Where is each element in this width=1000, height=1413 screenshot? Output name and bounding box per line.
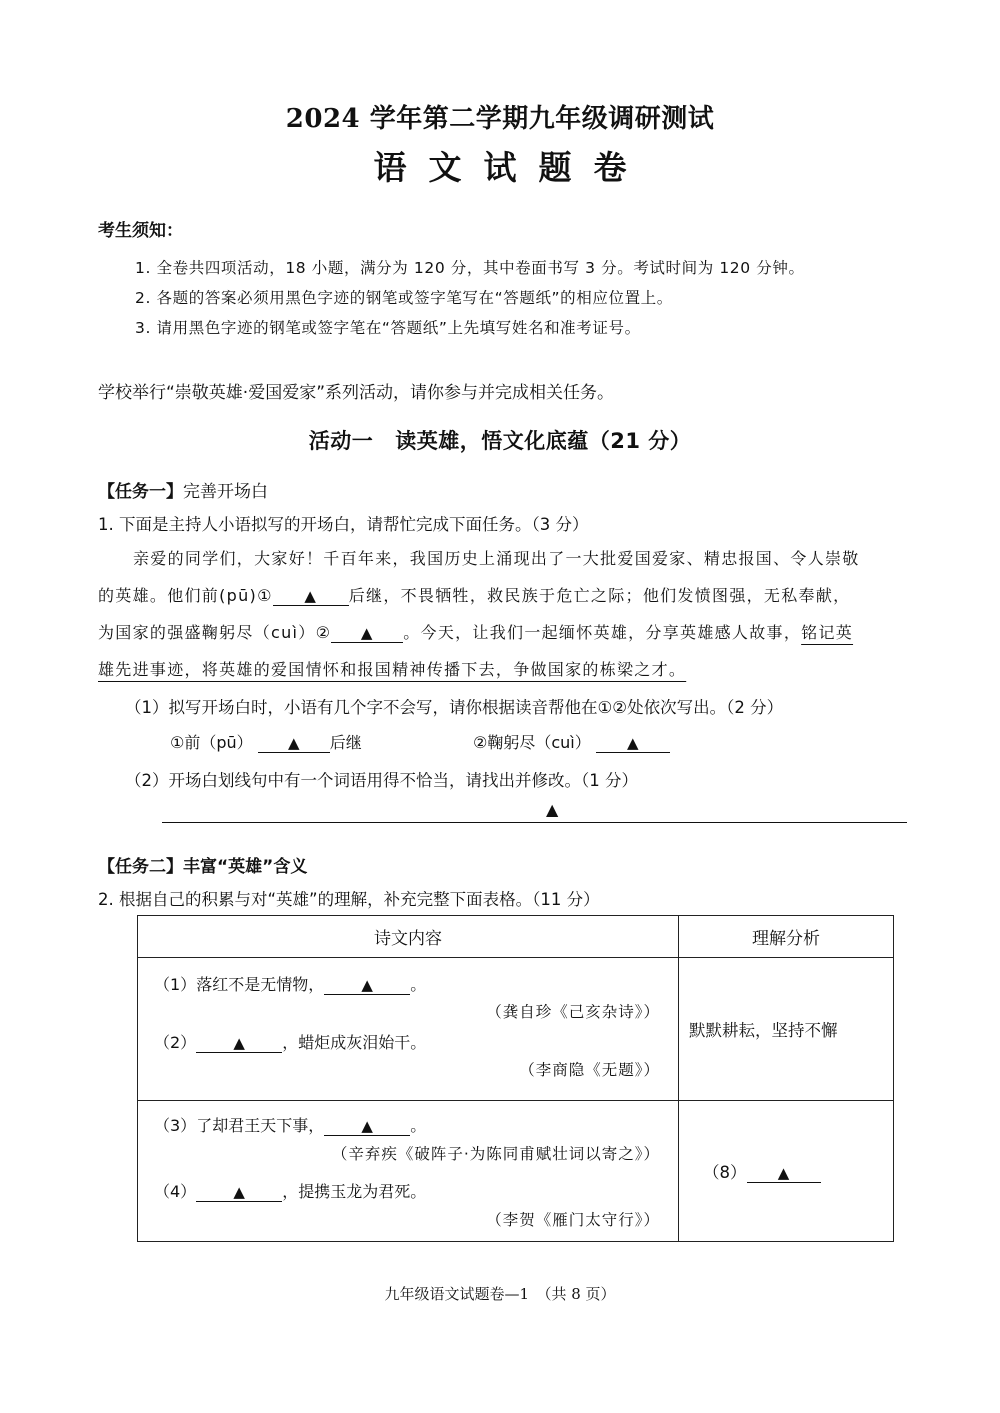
subquestion-1-item-1 [170, 730, 362, 753]
underlined-sentence: 雄先进事迹，将英雄的爱国情怀和报国精神传播下去，争做国家的栋梁之才。 [98, 660, 687, 679]
answer-blank[interactable] [324, 1117, 410, 1136]
intro-text: 学校举行“崇敬英雄·爱国爱家”系列活动，请你参与并完成相关任务。 [98, 383, 615, 403]
poem-source: （李商隐《无题》） [519, 1061, 660, 1079]
poem-line [154, 1113, 426, 1136]
passage-line [98, 577, 908, 614]
subquestion-1: （1）拟写开场白时，小语有几个字不会写，请你根据读音帮他在①②处依次写出。（2 分） [125, 698, 784, 717]
item-prefix: ①前（pū） [170, 733, 253, 752]
poem-line [154, 1030, 426, 1053]
notice-item: 1. 全卷共四项活动，18 小题，满分为 120 分，其中卷面书写 3 分。考试时间为 120 分钟。 [135, 259, 805, 277]
line-text: 落红不是无情物， [196, 975, 325, 994]
blank-triangle-icon: ▲ [233, 1034, 245, 1052]
task2-bracket: 【任务二】 [98, 857, 183, 877]
answer-blank[interactable] [747, 1164, 821, 1183]
answer-line[interactable] [162, 822, 907, 823]
table-header: 诗文内容 [138, 916, 679, 958]
analysis-cell: 默默耕耘，坚持不懈 [679, 958, 894, 1101]
poem-line [154, 1179, 426, 1202]
activity-heading [0, 425, 1000, 455]
poem-table [137, 915, 894, 1242]
blank-triangle-icon: ▲ [287, 734, 300, 752]
table-header-row [138, 916, 894, 958]
notice-heading: 考生须知： [98, 221, 183, 241]
poem-cell [138, 1101, 679, 1242]
task1-title: 完善开场白 [183, 482, 268, 502]
blank-triangle-icon: ▲ [627, 734, 639, 752]
table-row [138, 1101, 894, 1242]
question-1: 1. 下面是主持人小语拟写的开场白，请帮忙完成下面任务。（3 分） [98, 515, 589, 534]
answer-blank[interactable] [196, 1183, 282, 1202]
blank-triangle-icon: ▲ [361, 976, 373, 994]
task1-heading [98, 477, 268, 502]
task2-heading [98, 852, 307, 877]
answer-blank-2[interactable] [331, 624, 403, 643]
notice-item: 2. 各题的答案必须用黑色字迹的钢笔或签字笔写在“答题纸”的相应位置上。 [135, 289, 673, 307]
subquestion-2: （2）开场白划线句中有一个词语用得不恰当，请找出并修改。（1 分） [125, 771, 638, 790]
blank-triangle-icon: ▲ [304, 587, 318, 605]
line-number: （2） [154, 1033, 197, 1052]
passage-line [98, 651, 908, 688]
answer-blank[interactable] [196, 1034, 282, 1053]
answer-blank[interactable] [324, 976, 410, 995]
passage-text: 后继，不畏牺牲，救民族于危亡之际；他们发愤图强，无私奉献， [348, 586, 851, 605]
table-row [138, 958, 894, 1101]
exam-title: 2024 学年第二学期九年级调研测试 [285, 104, 715, 134]
line-number: （4） [154, 1182, 197, 1201]
task2-title: 丰富“英雄”含义 [183, 857, 308, 877]
line-number: （3） [154, 1116, 197, 1135]
passage-text: 为国家的强盛鞠躬尽（cuì）② [98, 623, 332, 642]
exam-subtitle: 语文试题卷 [373, 148, 649, 187]
item-suffix: 后继 [329, 733, 362, 752]
line-text: 。 [410, 975, 427, 994]
analysis-cell [679, 1101, 894, 1242]
line-text: ，提携玉龙为君死。 [282, 1182, 427, 1201]
subquestion-1-item-2 [473, 730, 670, 753]
task1-bracket: 【任务一】 [98, 482, 183, 502]
notice-item: 3. 请用黑色字迹的钢笔或签字笔在“答题纸”上先填写姓名和准考证号。 [135, 319, 641, 337]
line-number: （1） [154, 975, 197, 994]
activity-name: 活动一 [308, 429, 374, 453]
line-text: 。 [410, 1116, 427, 1135]
underlined-sentence: 铭记英 [801, 623, 854, 642]
item-prefix: ②鞠躬尽（cuì） [473, 733, 591, 752]
answer-blank[interactable] [596, 734, 670, 753]
passage-line [98, 614, 908, 651]
poem-line [154, 972, 426, 995]
activity-title: 读英雄，悟文化底蕴（21 分） [395, 429, 692, 453]
line-text: ，蜡炬成灰泪始干。 [282, 1033, 427, 1052]
blank-triangle-icon: ▲ [360, 624, 374, 642]
passage-text: 。今天，让我们一起缅怀英雄，分享英雄感人故事， [403, 623, 802, 642]
table-header: 理解分析 [679, 916, 894, 958]
page-footer: 九年级语文试题卷—1 （共 8 页） [384, 1285, 616, 1303]
passage-line: 亲爱的同学们，大家好！千百年来，我国历史上涌现出了一大批爱国爱家、精忠报国、令人崇敬 [133, 549, 860, 568]
answer-blank[interactable] [258, 734, 330, 753]
line-number: （8） [703, 1163, 747, 1182]
blank-triangle-icon: ▲ [233, 1183, 245, 1201]
poem-source: （龚自珍《己亥杂诗》） [486, 1003, 660, 1021]
line-text: 了却君王天下事， [196, 1116, 325, 1135]
blank-triangle-icon: ▲ [361, 1117, 373, 1135]
poem-source: （辛弃疾《破阵子·为陈同甫赋壮词以寄之》） [331, 1145, 660, 1163]
poem-source: （李贺《雁门太守行》） [486, 1211, 660, 1229]
blank-triangle-icon: ▲ [777, 1164, 790, 1182]
passage-text: 的英雄。他们前(pū)① [98, 586, 273, 605]
blank-triangle-icon: ▲ [546, 800, 559, 819]
answer-blank-1[interactable] [273, 587, 349, 606]
question-2: 2. 根据自己的积累与对“英雄”的理解，补充完整下面表格。（11 分） [98, 890, 600, 909]
poem-cell [138, 958, 679, 1101]
